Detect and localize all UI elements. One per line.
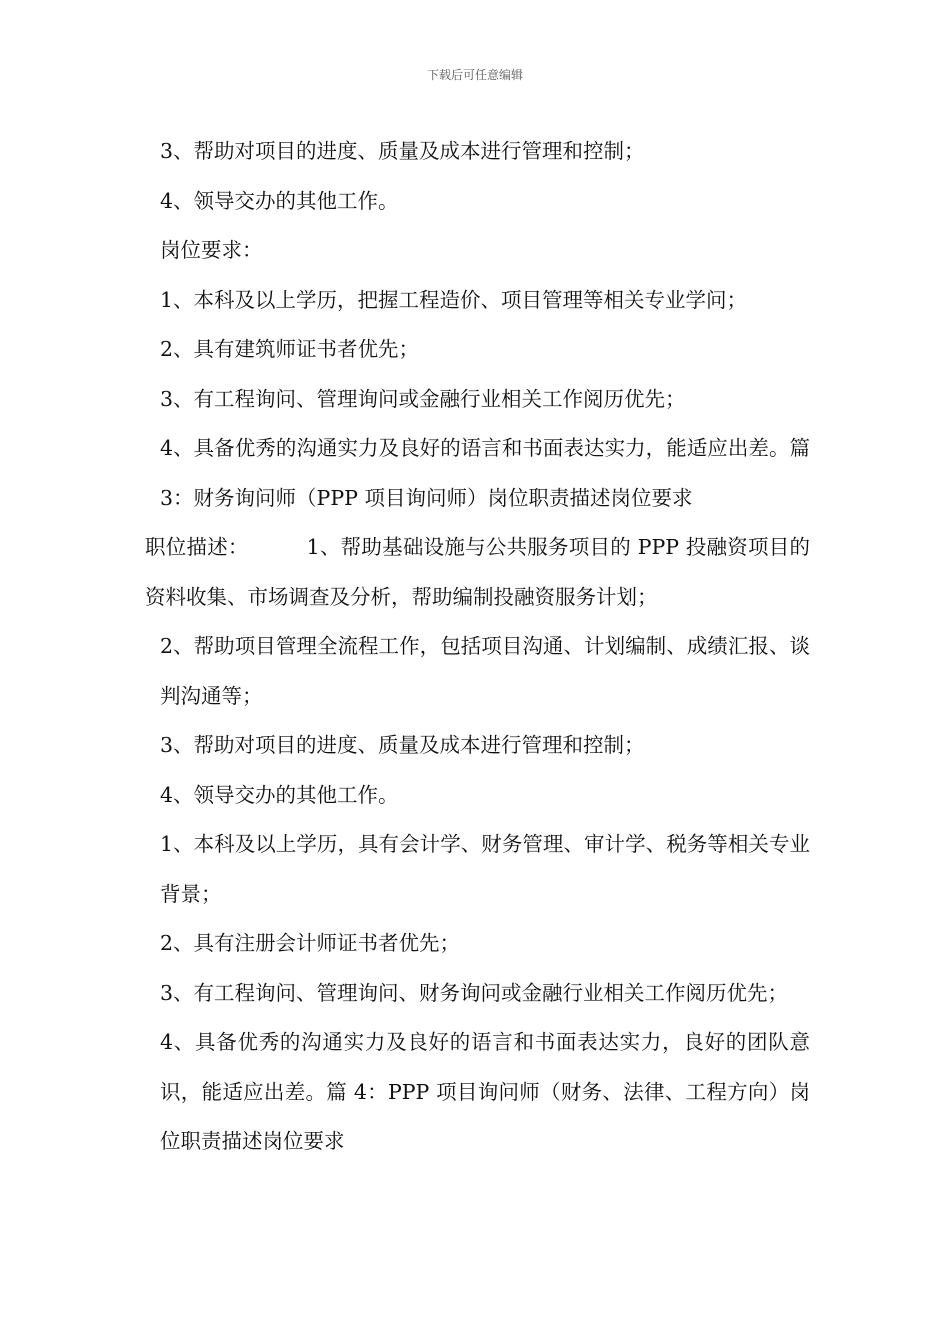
paragraph: 1、本科及以上学历，把握工程造价、项目管理等相关专业学问；	[160, 287, 748, 312]
paragraph: 1、本科及以上学历，具有会计学、财务管理、审计学、税务等相关专业背景；	[160, 832, 810, 906]
paragraph-text: 1、帮助基础设施与公共服务项目的 PPP 投融资项目的资料收集、市场调查及分析，帮助编制投融资服务计划；	[145, 535, 810, 609]
paragraph: 3、有工程询问、管理询问、财务询问或金融行业相关工作阅历优先；	[160, 980, 789, 1005]
paragraph: 3、有工程询问、管理询问或金融行业相关工作阅历优先；	[160, 386, 686, 411]
paragraph: 4、领导交办的其他工作。	[160, 782, 399, 807]
paragraph: 岗位要求：	[160, 238, 263, 262]
paragraph	[145, 523, 810, 622]
paragraph: 4、领导交办的其他工作。	[160, 188, 399, 213]
paragraph: 4、具备优秀的沟通实力及良好的语言和书面表达实力，能适应出差。篇 3：财务询问师（PPP 项目询问师）岗位职责描述岗位要求	[160, 436, 810, 510]
paragraph: 3、帮助对项目的进度、质量及成本进行管理和控制；	[160, 139, 645, 163]
paragraph: 3、帮助对项目的进度、质量及成本进行管理和控制；	[160, 733, 645, 757]
paragraph: 2、具有注册会计师证书者优先；	[160, 931, 461, 955]
document-body	[145, 127, 810, 1167]
paragraph: 2、帮助项目管理全流程工作，包括项目沟通、计划编制、成绩汇报、谈判沟通等；	[160, 634, 810, 708]
paragraph: 4、具备优秀的沟通实力及良好的语言和书面表达实力，良好的团队意识，能适应出差。篇 4：PPP 项目询问师（财务、法律、工程方向）岗位职责描述岗位要求	[160, 1030, 810, 1153]
section-label: 职位描述：	[145, 535, 249, 559]
page-header: 下载后可任意编辑	[426, 68, 523, 82]
paragraph: 2、具有建筑师证书者优先；	[160, 337, 420, 361]
